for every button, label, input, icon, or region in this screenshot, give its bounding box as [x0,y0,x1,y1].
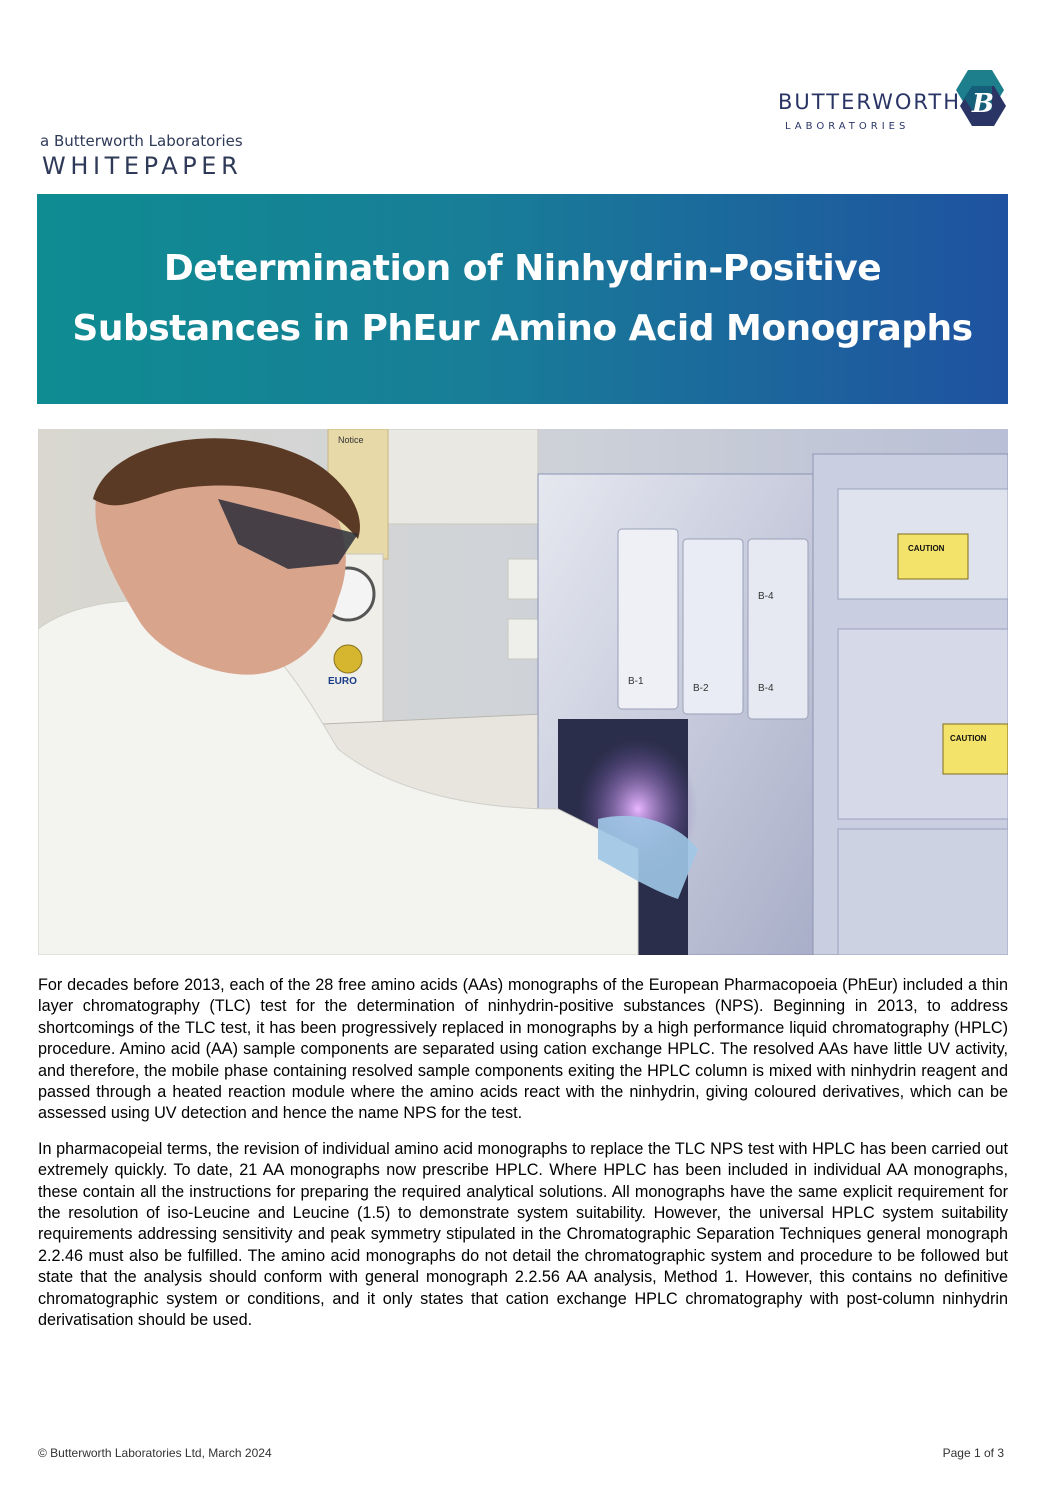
caution-label-2: CAUTION [950,734,987,743]
paragraph-1: For decades before 2013, each of the 28 free amino acids (AAs) monographs of the European Pharmacopoeia (PhEur) included a thin layer chromatography (TLC) test for the determination of ninhydrin-positive substances (NPS). Beginning in 2013, to address shortcomings of the TLC test, it has been progressively replaced in monographs by a high performance liquid chromatography (HPLC) procedure. Amino acid (AA) sample components are separated using cation exchange HPLC. The resolved AAs have little UV activity, and therefore, the mobile phase containing resolved sample components exiting the HPLC column is mixed with ninhydrin reagent and passed through a heated reaction module where the amino acids react with the ninhydrin, giving coloured derivatives, which can be assessed using UV detection and hence the name NPS for the test. [38,976,1008,1123]
logo-monogram: B [972,89,994,119]
gauge-brand-2: EURO [328,676,357,687]
title-line-1: Determination of Ninhydrin-Positive [163,248,882,289]
caution-label-1: CAUTION [908,544,945,553]
paragraph-2: In pharmacopeial terms, the revision of individual amino acid monographs to replace the TLC NPS test with HPLC has been carried out extremely quickly. To date, 21 AA monographs now prescribe HPLC. Where HPLC has been included in individual AA monographs, these contain all the instructions for preparing the required analytical solutions. All monographs have the same explicit requirement for the resolution of iso-Leucine and Leucine (1.5) to demonstrate system suitability. However, the universal HPLC system suitability requirements addressing sensitivity and peak symmetry stipulated in the Chromatographic Separation Techniques general monograph 2.2.46 must also be fulfilled. The amino acid monographs do not detail the chromatographic system and procedure to be followed but state that the analysis should conform with general monograph 2.2.56 AA analysis, Method 1. However, this contains no definitive chromatographic system or conditions, and it only states that cation exchange HPLC chromatography with post-column ninhydrin derivatisation should be used. [38,1139,1008,1330]
bottle-label-b4b: B-4 [758,683,774,694]
logo-subtitle: LABORATORIES [785,121,910,132]
title-banner [37,194,1008,404]
bottle-label-b2: B-2 [693,683,709,694]
logo-wordmark: BUTTERWORTH [778,90,962,114]
bottle-label-b1: B-1 [628,676,644,687]
page-number: Page 1 of 3 [942,1446,1004,1460]
logo-hexagon-icon [950,68,1010,128]
footer-copyright: © Butterworth Laboratories Ltd, March 2024 [38,1446,272,1460]
company-logo [770,68,1010,138]
lab-photo [38,429,1008,955]
lab-photo-illustration [38,429,1008,955]
page-title [52,239,992,359]
document-type: WHITEPAPER [42,152,243,180]
document-kicker: a Butterworth Laboratories [40,132,243,150]
title-line-2: Substances in PhEur Amino Acid Monographs [72,308,973,349]
notice-label: Notice [338,435,364,445]
body-text [38,975,1008,1346]
bottle-label-b4: B-4 [758,591,774,602]
